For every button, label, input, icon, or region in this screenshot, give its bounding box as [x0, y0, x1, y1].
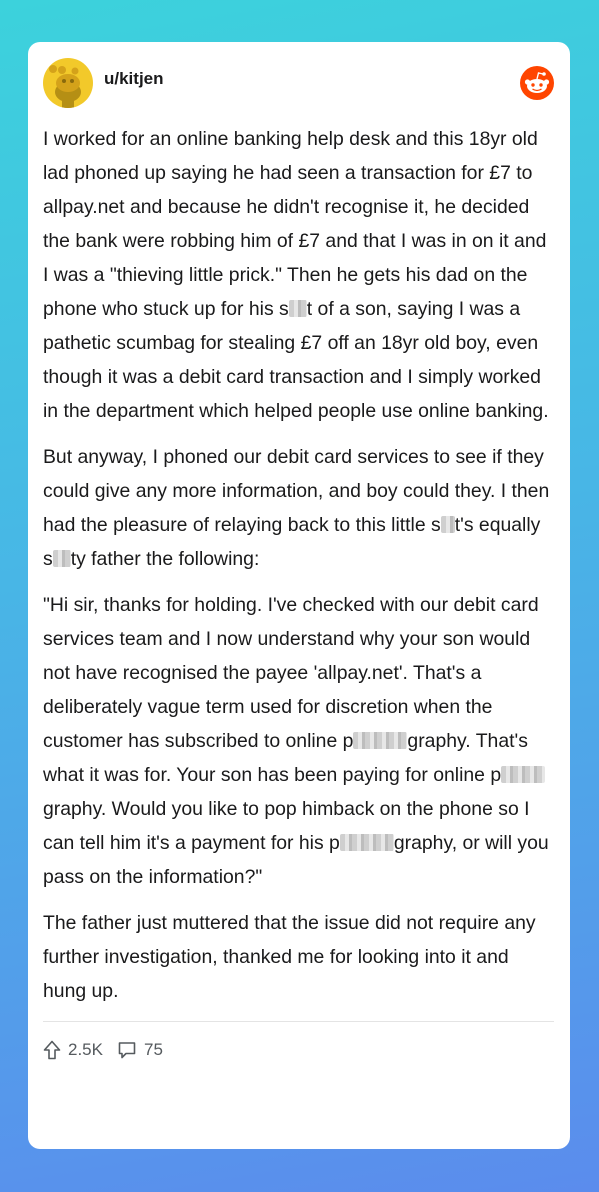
comment-count: 75	[143, 1040, 163, 1059]
post-paragraph-2: But anyway, I phoned our debit card services to see if they could give any more information, and boy could they. I then had the pleasure of relaying back to this little s t's equally s ty father the following:	[43, 446, 550, 570]
censor-blur	[501, 766, 545, 783]
post-body	[43, 122, 554, 1008]
post-footer	[43, 1022, 554, 1078]
upvote-icon	[43, 1040, 61, 1060]
censor-blur	[353, 732, 407, 749]
censor-blur	[53, 550, 71, 567]
comments-button[interactable]	[117, 1040, 163, 1060]
post-header	[43, 42, 554, 122]
post-card	[28, 42, 570, 1149]
upvote-count: 2.5K	[68, 1040, 103, 1059]
post-paragraph-1: I worked for an online banking help desk and this 18yr old lad phoned up saying he had seen a transaction for £7 to allpay.net and because he didn't recognise it, he decided the bank were robbing him of £7 and that I was in on it and I was a "thieving little prick." Then he gets his dad on the phone who stuck up for his s t of a son, saying I was a pathetic scumbag for stealing £7 off an 18yr old boy, even though it was a debit card transaction and I simply worked in the department which helped people use online banking.	[43, 128, 549, 422]
censor-blur	[340, 834, 394, 851]
reddit-logo-icon	[520, 66, 554, 100]
censor-blur	[289, 300, 307, 317]
censor-blur	[441, 516, 455, 533]
upvote-button[interactable]	[43, 1040, 103, 1060]
post-paragraph-3: "Hi sir, thanks for holding. I've checked with our debit card services team and I now understand why your son would not have recognised the payee 'allpay.net'. That's a deliberately vague term used for discretion when the customer has subscribed to online p graphy. That's what it was for. Your son has been paying for online pgraphy. Would you like to pop himback on the phone so I can tell him it's a payment for his p graphy, or will you pass on the information?"	[43, 594, 549, 888]
comment-icon	[117, 1040, 137, 1060]
post-username[interactable]: u/kitjen	[104, 69, 164, 88]
snoo-avatar-icon[interactable]	[43, 58, 93, 108]
post-paragraph-4: The father just muttered that the issue did not require any further investigation, thanked me for looking into it and hung up.	[43, 912, 536, 1002]
